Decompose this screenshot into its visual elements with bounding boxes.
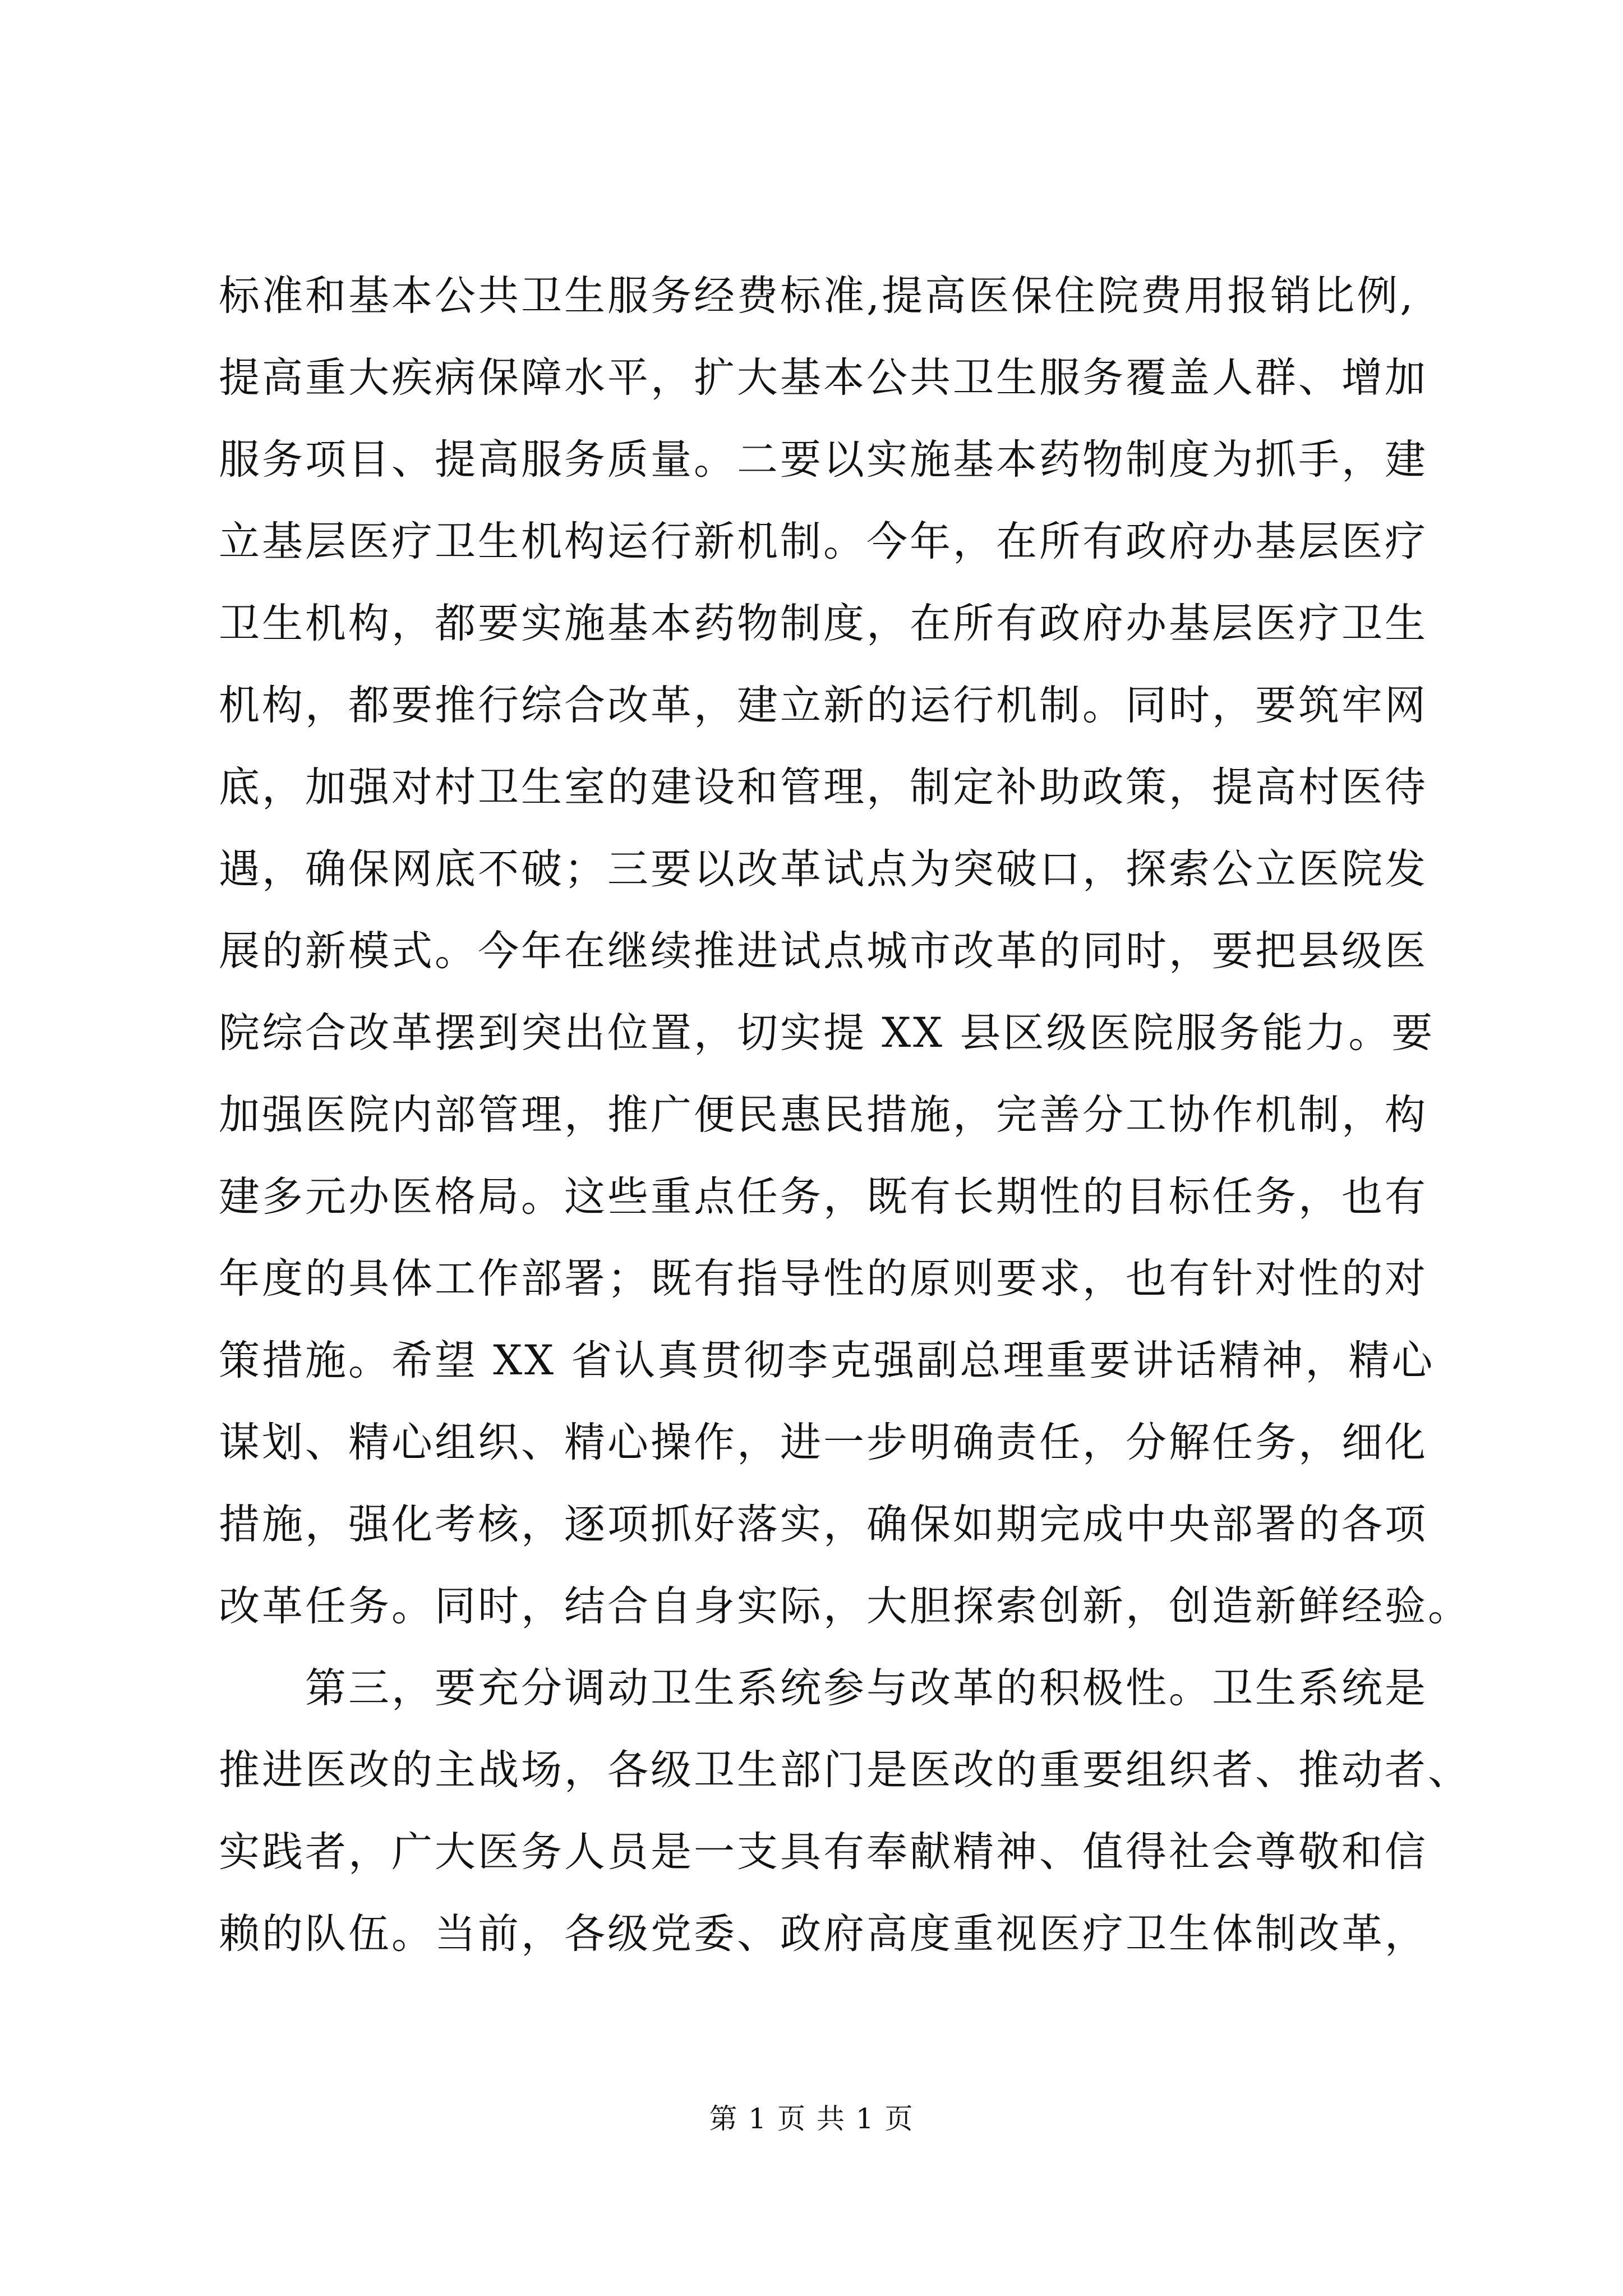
text-line: 策措施。希望 XX 省认真贯彻李克强副总理重要讲话精神，精心 (219, 1337, 1435, 1384)
text-line: 实践者，广大医务人员是一支具有奉献精神、值得社会尊敬和信 (219, 1828, 1428, 1876)
text-line: 加强医院内部管理，推广便民惠民措施，完善分工协作机制，构 (219, 1091, 1428, 1139)
text-line: 展的新模式。今年在继续推进试点城市改革的同时，要把县级医 (219, 927, 1428, 975)
text-line: 建多元办医格局。这些重点任务，既有长期性的目标任务，也有 (219, 1173, 1428, 1221)
page-footer (0, 2099, 1623, 2138)
text-line: 赖的队伍。当前，各级党委、政府高度重视医疗卫生体制改革， (219, 1910, 1428, 1958)
text-line: 服务项目、提高服务质量。二要以实施基本药物制度为抓手，建 (219, 436, 1428, 484)
text-line: 底，加强对村卫生室的建设和管理，制定补助政策，提高村医待 (219, 763, 1428, 811)
text-line: 标准和基本公共卫生服务经费标准,提高医保住院费用报销比例, (219, 272, 1415, 320)
paragraph-start-line: 第三，要充分调动卫生系统参与改革的积极性。卫生系统是 (219, 1664, 1428, 1712)
text-line: 改革任务。同时，结合自身实际，大胆探索创新，创造新鲜经验。 (219, 1582, 1471, 1630)
text-line: 提高重大疾病保障水平，扩大基本公共卫生服务覆盖人群、增加 (219, 354, 1428, 402)
text-line: 遇，确保网底不破；三要以改革试点为突破口，探索公立医院发 (219, 845, 1428, 893)
text-line: 谋划、精心组织、精心操作，进一步明确责任，分解任务，细化 (219, 1419, 1428, 1466)
text-line: 年度的具体工作部署；既有指导性的原则要求，也有针对性的对 (219, 1255, 1428, 1303)
text-line: 措施，强化考核，逐项抓好落实，确保如期完成中央部署的各项 (219, 1501, 1428, 1548)
text-line: 院综合改革摆到突出位置，切实提 XX 县区级医院服务能力。要 (219, 1009, 1435, 1057)
text-line: 卫生机构，都要实施基本药物制度，在所有政府办基层医疗卫生 (219, 600, 1428, 647)
text-line: 立基层医疗卫生机构运行新机制。今年，在所有政府办基层医疗 (219, 518, 1428, 565)
body-text (219, 255, 1471, 1975)
text-line: 推进医改的主战场，各级卫生部门是医改的重要组织者、推动者、 (219, 1746, 1471, 1794)
page-number-label: 第 1 页 共 1 页 (709, 2102, 914, 2135)
text-line: 机构，都要推行综合改革，建立新的运行机制。同时，要筑牢网 (219, 682, 1428, 729)
